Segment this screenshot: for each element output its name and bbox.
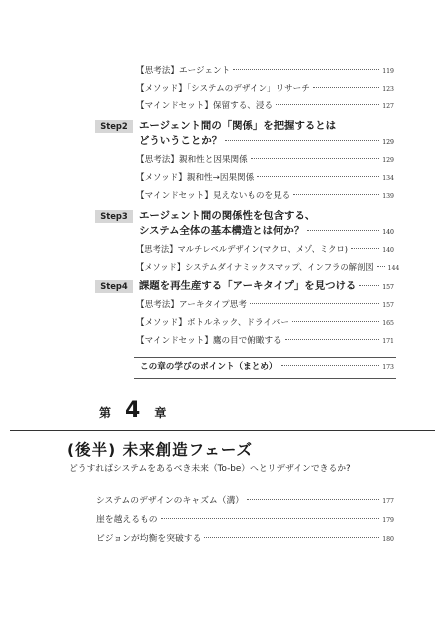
step-title[interactable]: エージェント間の関係性を包含する、 (139, 210, 316, 222)
toc-entry[interactable] (136, 66, 394, 77)
page-number: 144 (387, 265, 400, 272)
toc-entry[interactable] (96, 515, 394, 526)
toc-entry-text: 【マインドセット】見えないものを見る (136, 191, 291, 201)
toc-entry[interactable] (136, 84, 394, 95)
chapter-heading (99, 398, 166, 423)
page-number: 119 (382, 68, 394, 75)
page-number: 134 (382, 175, 394, 182)
chapter-divider (10, 430, 435, 431)
page-number: 171 (382, 338, 394, 345)
toc-entry-text: 【思考法】アーキタイプ思考 (136, 300, 247, 310)
page-number: 157 (382, 302, 394, 309)
leader-dots (293, 194, 379, 195)
toc-entry[interactable] (136, 300, 394, 311)
page-number: 129 (382, 157, 394, 164)
leader-dots (285, 339, 380, 340)
leader-dots (250, 303, 379, 304)
part-title[interactable]: (後半) 未来創造フェーズ (67, 441, 254, 459)
leader-dots (276, 104, 379, 105)
step-title-continued[interactable] (139, 134, 394, 150)
leader-dots (247, 499, 379, 500)
leader-dots (161, 518, 380, 519)
leader-dots (292, 321, 379, 322)
toc-entry[interactable] (96, 534, 394, 545)
toc-entry-text: ビジョンが均衡を突破する (96, 534, 202, 544)
toc-entry[interactable] (136, 244, 394, 256)
chapter-prefix: 第 (99, 406, 112, 420)
step-label: Step3 (95, 210, 133, 223)
toc-entry-text: 【思考法】エージェント (136, 66, 231, 76)
leader-dots (377, 266, 385, 267)
leader-dots (233, 69, 379, 70)
toc-entry-text: 【マインドセット】鷹の目で俯瞰する (136, 336, 282, 346)
leader-dots (351, 248, 379, 249)
toc-entry-text: 【マインドセット】保留する、浸る (136, 101, 274, 111)
toc-entry-summary[interactable] (140, 362, 394, 373)
page-number: 140 (382, 229, 394, 236)
step-title-text: 課題を再生産する「アーキタイプ」を見つける (139, 280, 357, 292)
toc-entry-text: 【思考法】親和性と因果関係 (136, 155, 248, 165)
step-title-text: どういうことか？ (139, 135, 223, 147)
toc-entry-text: この章の学びのポイント（まとめ） (140, 362, 278, 372)
toc-entry-text: 【メソッド】ボトルネック、ドライバー (136, 318, 289, 328)
page-number: 140 (382, 247, 394, 254)
toc-entry[interactable] (136, 173, 394, 184)
leader-dots (225, 140, 379, 141)
chapter-number: 4 (125, 398, 141, 423)
step-label: Step2 (95, 120, 133, 133)
leader-dots (281, 365, 380, 366)
page-number: 139 (382, 193, 394, 200)
leader-dots (359, 285, 379, 286)
chapter-suffix: 章 (154, 406, 167, 420)
step-title[interactable]: エージェント間の「関係」を把握するとは (139, 120, 337, 132)
leader-dots (257, 176, 379, 177)
page-number: 179 (382, 517, 394, 524)
step-title[interactable] (139, 279, 394, 295)
step-title-continued[interactable] (139, 224, 394, 240)
toc-entry-text: 崖を越えるもの (96, 515, 158, 525)
toc-entry[interactable] (136, 262, 400, 274)
toc-entry[interactable] (136, 155, 394, 166)
toc-entry[interactable] (136, 318, 394, 329)
page-number: 123 (382, 86, 394, 93)
page-number: 157 (382, 284, 394, 291)
toc-entry-text: 【メソッド】親和性→因果関係 (136, 173, 255, 183)
toc-entry-text: 【思考法】マルチレベルデザイン(マクロ、メゾ、ミクロ) (136, 244, 348, 254)
page-number: 127 (382, 103, 394, 110)
toc-entry-text: 【メソッド】「システムのデザイン」リサーチ (136, 84, 310, 94)
part-subtitle: どうすればシステムをあるべき未来（To-be）へとリデザインできるか? (69, 464, 351, 474)
page-number: 177 (382, 498, 394, 505)
leader-dots (313, 87, 379, 88)
leader-dots (251, 158, 379, 159)
page-number: 180 (382, 536, 394, 543)
toc-entry[interactable] (136, 101, 394, 112)
page-number: 165 (382, 320, 394, 327)
page-number: 129 (382, 139, 394, 146)
toc-entry[interactable] (96, 496, 394, 507)
toc-entry[interactable] (136, 191, 394, 202)
step-label: Step4 (95, 280, 133, 293)
page-number: 173 (382, 364, 394, 371)
toc-entry[interactable] (136, 336, 394, 347)
leader-dots (307, 230, 379, 231)
toc-entry-text: システムのデザインのキャズム（溝） (96, 496, 245, 506)
step-title-text: システム全体の基本構造とは何か？ (139, 225, 305, 237)
toc-entry-text: 【メソッド】システムダイナミックスマップ、インフラの解剖図 (136, 262, 374, 272)
leader-dots (204, 537, 379, 538)
